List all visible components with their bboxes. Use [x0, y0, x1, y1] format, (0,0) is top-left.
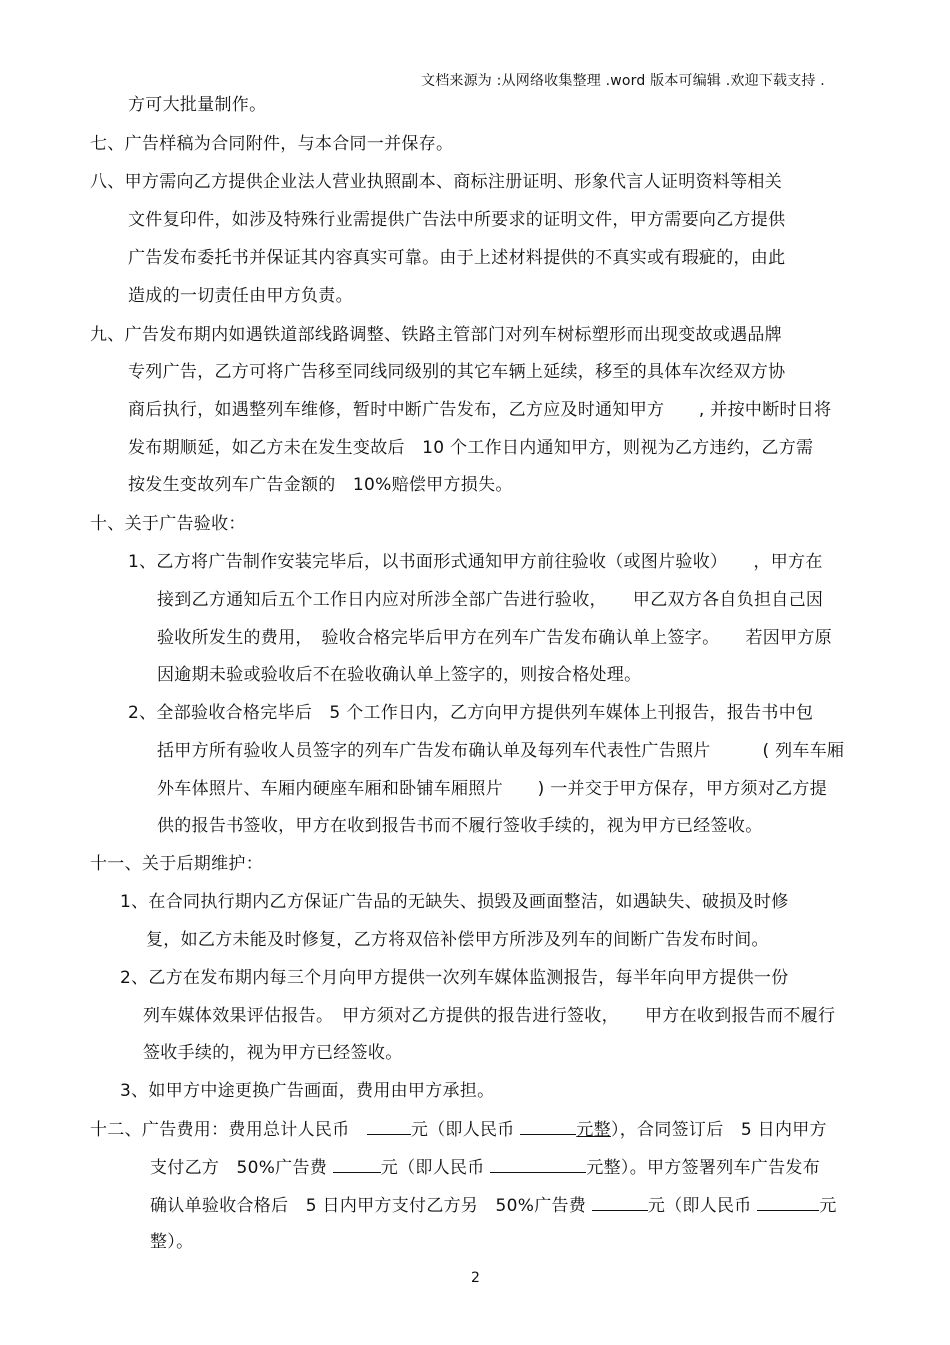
- fee-text: 元（即人民币: [410, 1120, 521, 1140]
- text-line: 方可大批量制作。: [128, 95, 267, 115]
- text-line: 因逾期未验或验收后不在验收确认单上签字的，则按合格处理。: [157, 665, 642, 685]
- text-line: 接到乙方通知后五个工作日内应对所涉全部广告进行验收， 甲乙双方各自负担自己因: [157, 590, 824, 610]
- fee-text: 支付乙方 50%广告费: [150, 1158, 333, 1178]
- clause-11-item-1: 1、在合同执行期内乙方保证广告品的无缺失、损毁及画面整洁，如遇缺失、破损及时修: [120, 892, 789, 912]
- document-source-header: 文档来源为 :从网络收集整理 .word 版本可编辑 .欢迎下载支持 .: [421, 73, 825, 89]
- amount-blank[interactable]: [367, 1118, 411, 1135]
- fee-text: 元（即人民币: [380, 1158, 491, 1178]
- amount-blank[interactable]: [333, 1156, 381, 1173]
- text-line: [150, 1156, 820, 1179]
- amount-blank[interactable]: [592, 1194, 648, 1211]
- text-line: 列车媒体效果评估报告。 甲方须对乙方提供的报告进行签收， 甲方在收到报告而不履行: [143, 1006, 836, 1026]
- clause-10: 十、关于广告验收：: [90, 514, 246, 534]
- fee-text: ），合同签订后 5 日内甲方: [610, 1120, 827, 1140]
- text-line: 外车体照片、车厢内硬座车厢和卧铺车厢照片 ) 一并交于甲方保存，甲方须对乙方提: [157, 779, 828, 799]
- text-line: 整）。: [150, 1232, 194, 1252]
- amount-in-words-blank[interactable]: [490, 1156, 586, 1173]
- clause-10-item-2: 2、全部验收合格完毕后 5 个工作日内，乙方向甲方提供列车媒体上刊报告，报告书中包: [128, 703, 814, 723]
- clause-8: 八、甲方需向乙方提供企业法人营业执照副本、商标注册证明、形象代言人证明资料等相关: [90, 172, 782, 192]
- text-line: 广告发布委托书并保证其内容真实可靠。由于上述材料提供的不真实或有瑕疵的，由此: [128, 248, 786, 268]
- text-line: 造成的一切责任由甲方负责。: [128, 286, 353, 306]
- text-line: 复，如乙方未能及时修复，乙方将双倍补偿甲方所涉及列车的间断广告发布时间。: [146, 930, 769, 950]
- clause-7: 七、广告样稿为合同附件，与本合同一并保存。: [90, 134, 454, 154]
- text-line: 发布期顺延，如乙方未在发生变故后 10 个工作日内通知甲方，则视为乙方违约，乙方需: [128, 438, 814, 458]
- text-line: 按发生变故列车广告金额的 10%赔偿甲方损失。: [128, 475, 513, 495]
- clause-12: [90, 1118, 827, 1141]
- fee-text: 元: [819, 1196, 837, 1216]
- page-number: 2: [471, 1270, 481, 1286]
- clause-11-item-2: 2、乙方在发布期内每三个月向甲方提供一次列车媒体监测报告，每半年向甲方提供一份: [120, 968, 789, 988]
- text-line: 括甲方所有验收人员签字的列车广告发布确认单及每列车代表性广告照片 ( 列车车厢: [157, 741, 845, 761]
- text-line: 验收所发生的费用， 验收合格完毕后甲方在列车广告发布确认单上签字。 若因甲方原: [157, 628, 832, 648]
- fee-text: 确认单验收合格后 5 日内甲方支付乙方另 50%广告费: [150, 1196, 592, 1216]
- text-line: 商后执行，如遇整列车维修，暂时中断广告发布，乙方应及时通知甲方 , 并按中断时日将: [128, 400, 832, 420]
- clause-11-item-3: 3、如甲方中途更换广告画面，费用由甲方承担。: [120, 1081, 495, 1101]
- clause-9: 九、广告发布期内如遇铁道部线路调整、铁路主管部门对列车树标塑形而出现变故或遇品牌: [90, 325, 782, 345]
- text-line: [150, 1194, 837, 1217]
- clause-11: 十一、关于后期维护：: [90, 854, 263, 874]
- fee-text: 十二、广告费用：费用总计人民币: [90, 1120, 367, 1140]
- text-line: 签收手续的，视为甲方已经签收。: [143, 1043, 403, 1063]
- amount-in-words-blank[interactable]: [757, 1194, 819, 1211]
- clause-10-item-1: 1、乙方将广告制作安装完毕后，以书面形式通知甲方前往验收（或图片验收） ，甲方在: [128, 552, 823, 572]
- text-line: 专列广告，乙方可将广告移至同线同级别的其它车辆上延续，移至的具体车次经双方协: [128, 362, 786, 382]
- amount-in-words-blank[interactable]: [520, 1118, 576, 1135]
- fee-text: 元整: [576, 1120, 611, 1140]
- text-line: 文件复印件，如涉及特殊行业需提供广告法中所要求的证明文件，甲方需要向乙方提供: [128, 210, 786, 230]
- text-line: 供的报告书签收，甲方在收到报告书而不履行签收手续的，视为甲方已经签收。: [157, 816, 763, 836]
- fee-text: 元整）。甲方签署列车广告发布: [586, 1158, 821, 1178]
- fee-text: 元（即人民币: [647, 1196, 758, 1216]
